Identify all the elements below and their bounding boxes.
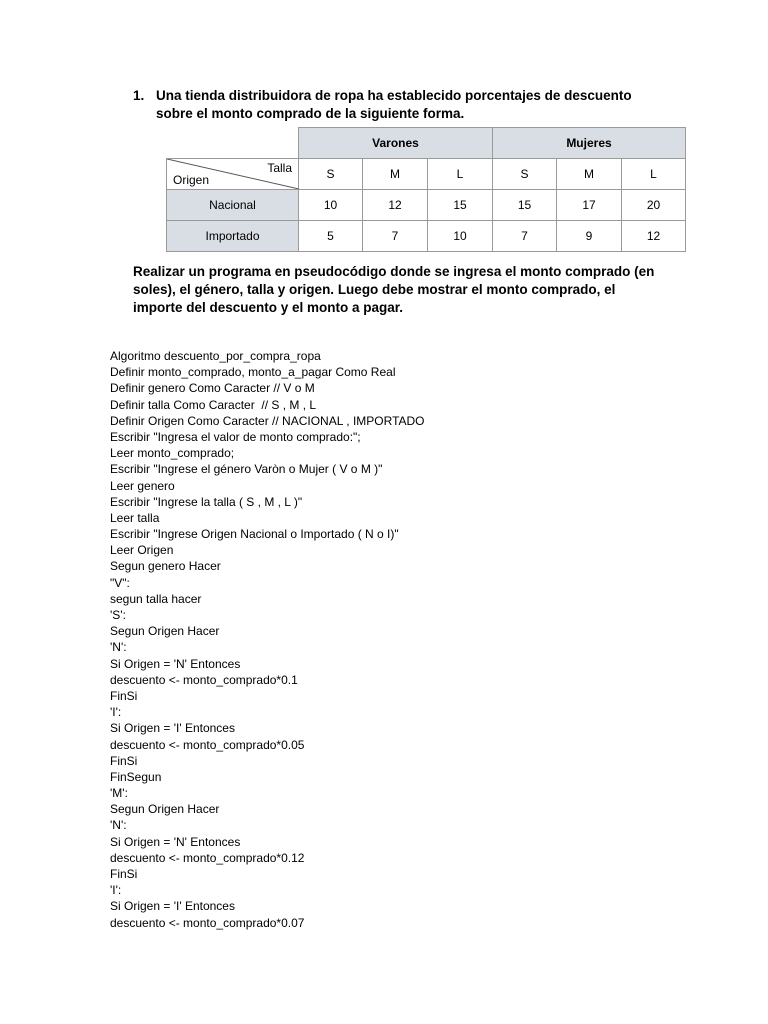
code-line: Definir monto_comprado, monto_a_pagar Como Real	[110, 365, 396, 380]
group-header-mujeres: Mujeres	[493, 128, 686, 159]
table-corner-header	[167, 159, 299, 190]
pseudocode-block	[110, 348, 710, 931]
code-line: descuento <- monto_comprado*0.07	[110, 915, 305, 930]
size-header: M	[557, 159, 622, 190]
task-description: Realizar un programa en pseudocódigo donde se ingresa el monto comprado (en soles), el género, talla y origen. Luego debe mostrar el monto comprado, el importe del descuento y el monto a pagar.	[133, 264, 655, 315]
size-header: L	[428, 159, 493, 190]
code-line: Escribir "Ingrese Origen Nacional o Importado ( N o I)"	[110, 527, 399, 542]
table-cell: 5	[299, 221, 363, 252]
table-cell: 15	[428, 190, 493, 221]
code-line: Escribir "Ingrese el género Varòn o Mujer ( V o M )"	[110, 462, 383, 477]
corner-label-origen: Origen	[173, 173, 210, 187]
code-line: descuento <- monto_comprado*0.12	[110, 850, 305, 865]
code-line: Algoritmo descuento_por_compra_ropa	[110, 349, 321, 363]
table-row	[167, 190, 686, 221]
code-line: FinSi	[110, 753, 138, 768]
code-line: Si Origen = 'N' Entonces	[110, 834, 241, 849]
code-line: 'N':	[110, 640, 127, 655]
problem-statement	[133, 87, 653, 123]
table-cell: 7	[363, 221, 428, 252]
table-cell: 12	[363, 190, 428, 221]
code-line: Si Origen = 'N' Entonces	[110, 656, 241, 671]
table-row	[167, 221, 686, 252]
code-line: 'M':	[110, 786, 128, 801]
row-label-nacional: Nacional	[167, 190, 299, 221]
group-header-varones: Varones	[299, 128, 493, 159]
code-line: Definir Origen Como Caracter // NACIONAL , IMPORTADO	[110, 413, 425, 428]
size-header: L	[622, 159, 686, 190]
code-line: FinSi	[110, 867, 138, 881]
code-line: Leer monto_comprado;	[110, 446, 235, 461]
code-line: descuento <- monto_comprado*0.1	[110, 672, 298, 687]
table-cell: 20	[622, 190, 686, 221]
code-line: 'I':	[110, 705, 122, 720]
table-cell: 7	[493, 221, 557, 252]
size-header: M	[363, 159, 428, 190]
code-line: Si Origen = 'I' Entonces	[110, 899, 235, 914]
code-line: Segun genero Hacer	[110, 559, 221, 574]
code-line: 'I':	[110, 883, 122, 898]
code-line: Leer talla	[110, 510, 160, 525]
code-line: segun talla hacer	[110, 591, 202, 606]
code-line: descuento <- monto_comprado*0.05	[110, 737, 305, 752]
code-line: Definir talla Como Caracter // S , M , L	[110, 397, 317, 412]
code-line: Segun Origen Hacer	[110, 624, 220, 639]
code-line: Si Origen = 'I' Entonces	[110, 721, 235, 736]
size-header: S	[493, 159, 557, 190]
corner-label-talla: Talla	[267, 161, 292, 175]
table-corner-blank	[167, 128, 299, 159]
code-line: Definir genero Como Caracter // V o M	[110, 381, 315, 396]
problem-number: 1.	[133, 88, 145, 103]
table-cell: 15	[493, 190, 557, 221]
row-label-importado: Importado	[167, 221, 299, 252]
code-line: Escribir "Ingresa el valor de monto comprado:";	[110, 429, 361, 444]
code-line: Segun Origen Hacer	[110, 802, 220, 817]
code-line: FinSegun	[110, 769, 162, 784]
problem-text: Una tienda distribuidora de ropa ha establecido porcentajes de descuento sobre el monto comprado de la siguiente forma.	[156, 88, 632, 121]
code-line: Leer genero	[110, 478, 175, 493]
code-line: Escribir "Ingrese la talla ( S , M , L )"	[110, 494, 303, 509]
code-line: FinSi	[110, 688, 138, 703]
code-line: "V":	[110, 575, 130, 590]
code-line: 'S':	[110, 608, 126, 622]
table-cell: 9	[557, 221, 622, 252]
table-cell: 12	[622, 221, 686, 252]
table-cell: 17	[557, 190, 622, 221]
discount-table	[166, 127, 686, 252]
table-cell: 10	[299, 190, 363, 221]
size-header: S	[299, 159, 363, 190]
code-line: 'N':	[110, 818, 127, 833]
code-line: Leer Origen	[110, 543, 174, 558]
table-cell: 10	[428, 221, 493, 252]
